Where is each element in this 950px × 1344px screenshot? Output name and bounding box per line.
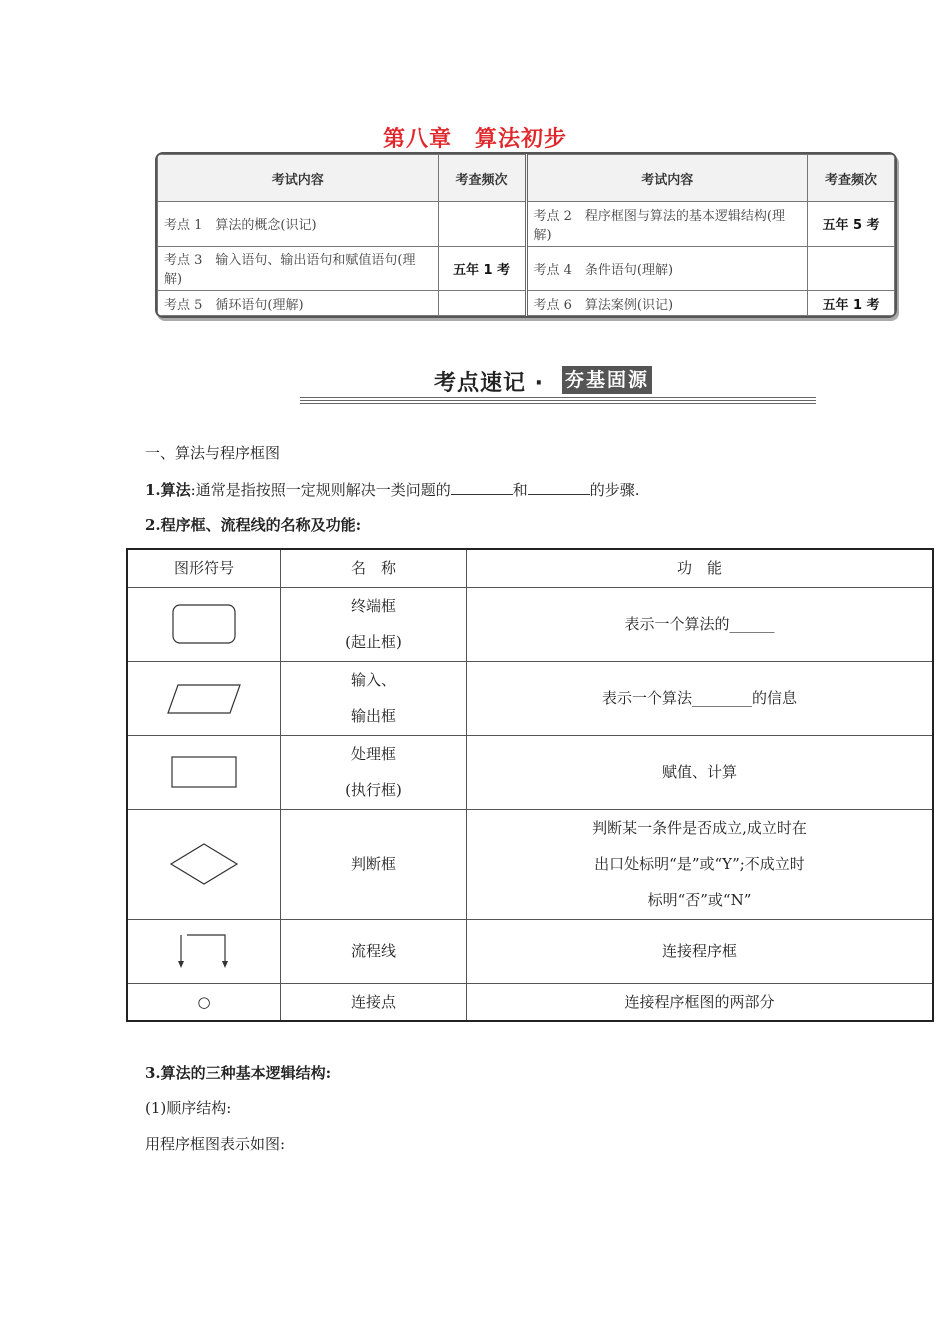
name-line: 输出框 xyxy=(350,707,396,725)
table-row xyxy=(127,661,933,735)
table-row xyxy=(127,735,933,809)
exam-table-header xyxy=(158,155,895,202)
symbol-function xyxy=(467,735,934,809)
terminal-symbol xyxy=(127,587,281,661)
exam-point-1: 考点 1 算法的概念(识记) xyxy=(158,202,439,247)
symbol-name xyxy=(281,983,467,1021)
function-line: 标明“否”或“N” xyxy=(647,891,752,909)
structure-text: 用程序框图表示如图: xyxy=(145,1135,286,1153)
header-freq-left: 考查频次 xyxy=(438,155,526,202)
table-row xyxy=(127,587,933,661)
table-row xyxy=(127,983,933,1021)
banner-divider xyxy=(300,397,816,398)
header-content-right: 考试内容 xyxy=(526,155,807,202)
fill-blank xyxy=(528,480,590,495)
banner-divider xyxy=(300,403,816,404)
name-line: 处理框 xyxy=(350,745,396,763)
col-header-function: 功 能 xyxy=(467,549,934,587)
function-line: 出口处标明“是”或“Y”;不成立时 xyxy=(594,855,805,873)
function-line: 连接程序框图的两部分 xyxy=(624,992,775,1011)
terminal-shape-icon xyxy=(169,601,239,647)
banner-title: 考点速记 · xyxy=(434,371,545,396)
decision-symbol xyxy=(127,809,281,919)
table-row xyxy=(127,809,933,919)
banner-divider xyxy=(300,400,816,401)
subsection-heading: 2.程序框、流程线的名称及功能: xyxy=(145,516,362,534)
function-line: 判断某一条件是否成立,成立时在 xyxy=(592,819,807,837)
symbol-function xyxy=(467,983,934,1021)
symbol-name xyxy=(281,919,467,983)
symbol-function xyxy=(467,919,934,983)
col-header-symbol: 图形符号 xyxy=(127,549,281,587)
parallelogram-shape-icon xyxy=(164,681,244,717)
symbol-name xyxy=(281,661,467,735)
section-banner xyxy=(300,362,816,406)
function-line: 赋值、计算 xyxy=(661,763,737,781)
symbol-name xyxy=(281,735,467,809)
exam-freq-1 xyxy=(438,202,526,247)
process-symbol xyxy=(127,735,281,809)
exam-point-6: 考点 6 算法案例(识记) xyxy=(526,291,807,316)
exam-freq-6: 五年 1 考 xyxy=(808,291,895,316)
exam-point-3: 考点 3 输入语句、输出语句和赋值语句(理解) xyxy=(158,246,439,291)
exam-freq-5 xyxy=(438,291,526,316)
symbol-name xyxy=(281,587,467,661)
fill-blank xyxy=(451,480,513,495)
exam-point-2: 考点 2 程序框图与算法的基本逻辑结构(理解) xyxy=(526,202,807,247)
definition-text: :通常是指按照一定规则解决一类问题的 xyxy=(190,481,451,499)
header-freq-right: 考查频次 xyxy=(808,155,895,202)
io-symbol xyxy=(127,661,281,735)
banner-badge: 夯基固源 xyxy=(562,366,652,394)
name-line: (起止框) xyxy=(345,633,402,651)
subsection-heading: 3.算法的三种基本逻辑结构: xyxy=(145,1064,332,1082)
exam-table-row xyxy=(158,291,895,316)
flowline-symbol xyxy=(127,919,281,983)
structure-subheading: (1)顺序结构: xyxy=(145,1099,232,1117)
name-line: 输入、 xyxy=(350,671,396,689)
function-line: 表示一个算法________的信息 xyxy=(601,689,797,707)
diamond-shape-icon xyxy=(168,841,240,887)
table-row xyxy=(127,919,933,983)
function-line: 表示一个算法的______ xyxy=(624,615,775,633)
exam-freq-4 xyxy=(808,246,895,291)
symbol-function xyxy=(467,587,934,661)
name-line: 连接点 xyxy=(350,992,396,1011)
flowline-arrow-icon xyxy=(177,931,231,971)
definition-text: 和 xyxy=(512,481,528,499)
function-line: 连接程序框 xyxy=(661,942,737,960)
symbol-function xyxy=(467,661,934,735)
header-content-left: 考试内容 xyxy=(158,155,439,202)
chapter-title: 第八章 算法初步 xyxy=(382,127,567,152)
exam-table-row xyxy=(158,202,895,247)
rectangle-shape-icon xyxy=(168,753,240,791)
connector-symbol: ○ xyxy=(127,983,281,1021)
symbol-function xyxy=(467,809,934,919)
name-line: 流程线 xyxy=(350,942,396,960)
name-line: 判断框 xyxy=(350,855,396,873)
exam-points-table xyxy=(155,152,897,318)
symbol-name xyxy=(281,809,467,919)
definition-text: 的步骤. xyxy=(589,481,640,499)
exam-freq-3: 五年 1 考 xyxy=(438,246,526,291)
symbol-table xyxy=(126,548,934,1022)
exam-freq-2: 五年 5 考 xyxy=(808,202,895,247)
exam-table-row xyxy=(158,246,895,291)
name-line: (执行框) xyxy=(345,781,402,799)
algorithm-label: 1.算法 xyxy=(145,481,191,499)
exam-point-5: 考点 5 循环语句(理解) xyxy=(158,291,439,316)
name-line: 终端框 xyxy=(350,597,396,615)
table-header-row xyxy=(127,549,933,587)
section-heading: 一、算法与程序框图 xyxy=(145,444,281,462)
algorithm-definition xyxy=(145,479,640,500)
exam-point-4: 考点 4 条件语句(理解) xyxy=(526,246,807,291)
col-header-name: 名 称 xyxy=(281,549,467,587)
